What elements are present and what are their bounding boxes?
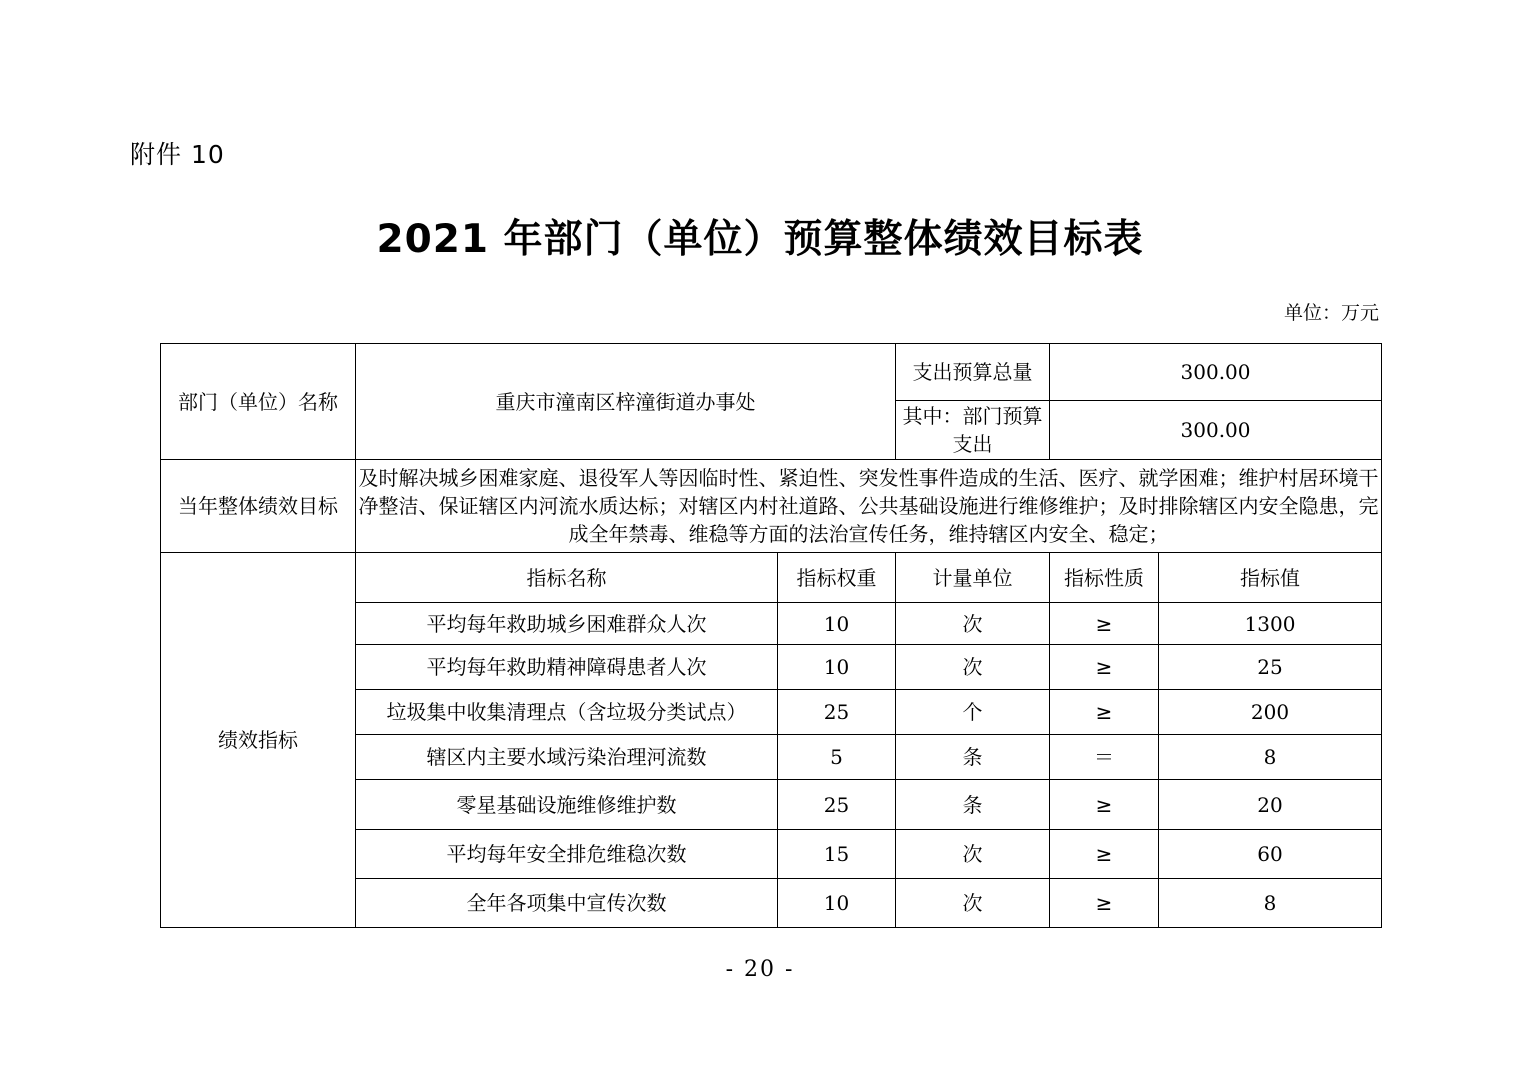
header-indicator-unit: 计量单位: [896, 553, 1050, 603]
header-indicator-nature: 指标性质: [1050, 553, 1159, 603]
indicator-weight: 10: [778, 645, 896, 690]
indicator-name: 平均每年救助精神障碍患者人次: [356, 645, 778, 690]
indicator-value: 200: [1159, 690, 1382, 735]
annual-goal-label: 当年整体绩效目标: [161, 460, 356, 553]
total-budget-value: 300.00: [1050, 344, 1382, 401]
indicator-nature: ≥: [1050, 830, 1159, 879]
table-row: [161, 344, 1382, 401]
indicator-nature: ≥: [1050, 603, 1159, 645]
dept-name-label: 部门（单位）名称: [161, 344, 356, 460]
indicator-value: 8: [1159, 879, 1382, 928]
indicator-value: 8: [1159, 735, 1382, 780]
total-budget-label: 支出预算总量: [896, 344, 1050, 401]
indicator-weight: 10: [778, 603, 896, 645]
dept-name-value: 重庆市潼南区梓潼街道办事处: [356, 344, 896, 460]
indicator-name: 辖区内主要水域污染治理河流数: [356, 735, 778, 780]
indicator-weight: 25: [778, 690, 896, 735]
document-title: 2021 年部门（单位）预算整体绩效目标表: [376, 217, 1144, 262]
indicator-weight: 5: [778, 735, 896, 780]
indicator-unit: 次: [896, 879, 1050, 928]
dept-budget-value: 300.00: [1050, 401, 1382, 460]
indicator-value: 60: [1159, 830, 1382, 879]
indicator-name: 平均每年救助城乡困难群众人次: [356, 603, 778, 645]
indicator-unit: 次: [896, 645, 1050, 690]
header-indicator-weight: 指标权重: [778, 553, 896, 603]
indicator-weight: 25: [778, 780, 896, 830]
indicator-nature: ≥: [1050, 780, 1159, 830]
unit-label: 单位：万元: [1283, 302, 1379, 324]
table-row: [161, 460, 1382, 553]
indicator-nature: ≥: [1050, 645, 1159, 690]
annual-goal-text: 及时解决城乡困难家庭、退役军人等因临时性、紧迫性、突发性事件造成的生活、医疗、就学困难；维护村居环境干净整洁、保证辖区内河流水质达标；对辖区内村社道路、公共基础设施进行维修维护；及时排除辖区内安全隐患，完成全年禁毒、维稳等方面的法治宣传任务，维持辖区内安全、稳定；: [356, 460, 1382, 553]
indicator-unit: 条: [896, 735, 1050, 780]
indicator-value: 25: [1159, 645, 1382, 690]
attachment-label: 附件 10: [130, 140, 225, 169]
indicator-name: 垃圾集中收集清理点（含垃圾分类试点）: [356, 690, 778, 735]
performance-target-table: [160, 343, 1382, 928]
indicator-unit: 次: [896, 830, 1050, 879]
header-indicator-value: 指标值: [1159, 553, 1382, 603]
indicator-name: 零星基础设施维修维护数: [356, 780, 778, 830]
indicator-nature: ≥: [1050, 690, 1159, 735]
dept-budget-label: 其中：部门预算支出: [896, 401, 1050, 460]
indicator-value: 1300: [1159, 603, 1382, 645]
indicators-section-label: 绩效指标: [161, 553, 356, 928]
indicator-name: 平均每年安全排危维稳次数: [356, 830, 778, 879]
indicator-name: 全年各项集中宣传次数: [356, 879, 778, 928]
page-number: - 20 -: [725, 957, 795, 982]
indicator-value: 20: [1159, 780, 1382, 830]
table-row: [161, 553, 1382, 603]
indicator-nature: ≥: [1050, 879, 1159, 928]
header-indicator-name: 指标名称: [356, 553, 778, 603]
indicator-unit: 次: [896, 603, 1050, 645]
indicator-nature: ＝: [1050, 735, 1159, 780]
indicator-unit: 条: [896, 780, 1050, 830]
indicator-weight: 15: [778, 830, 896, 879]
indicator-unit: 个: [896, 690, 1050, 735]
indicator-weight: 10: [778, 879, 896, 928]
